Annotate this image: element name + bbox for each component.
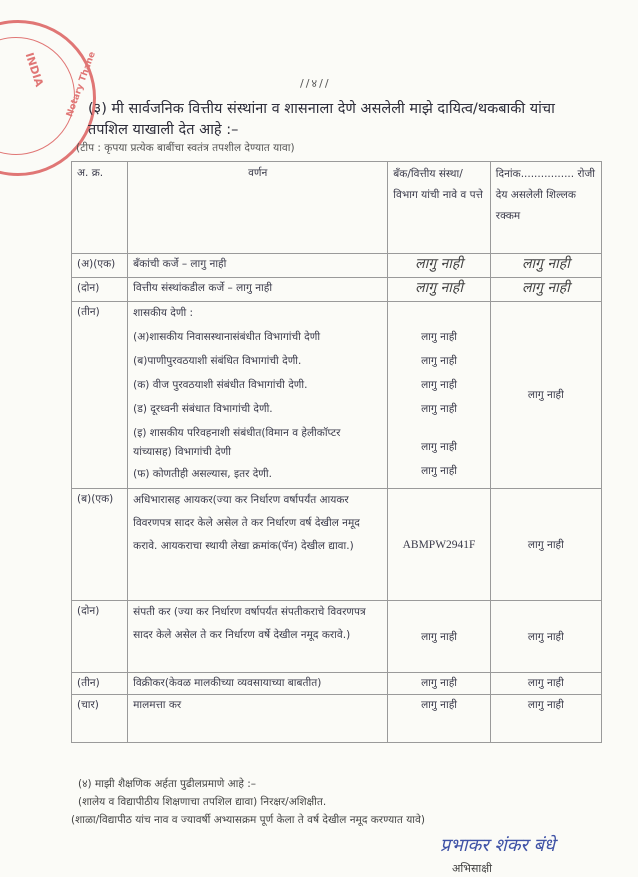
sales-tax-value: लागु नाही (388, 673, 491, 695)
signature-label: अभिसाक्षी (452, 862, 493, 875)
property-tax-description: मालमत्ता कर (128, 695, 388, 743)
row-sr: (ब)(एक) (72, 489, 128, 601)
property-tax-balance: लागु नाही (490, 695, 601, 743)
wealth-tax-description: संपती कर (ज्या कर निर्धारण वर्षापर्यंत संपतीकराचे विवरणपत्र सादर केले असेल ते कर निर्धारण वर्षे देखील नमूद करावे.) (128, 601, 388, 673)
sales-tax-description: विक्रीकर(केवळ मालकीच्या व्यवसायाच्या बाबतीत) (128, 673, 388, 695)
table-header-row (72, 162, 602, 254)
section-4-heading: (४) माझी शैक्षणिक अर्हता पुढीलप्रमाणे आहे :– (78, 778, 257, 790)
section-3-note: (टीप : कृपया प्रत्येक बाबींचा स्वतंत्र तपशील देण्यात यावा) (76, 142, 295, 154)
govt-item: (ब)पाणीपुरवठयाशी संबंधित विभागांची देणी. (133, 355, 302, 367)
table-row (72, 278, 602, 302)
header-description: वर्णन (128, 162, 388, 254)
row-sr: (अ)(एक) (72, 254, 128, 278)
row-sr: (तीन) (72, 673, 128, 695)
table-row-property-tax (72, 695, 602, 743)
liabilities-table (71, 161, 602, 743)
govt-item: (फ) कोणतीही असल्यास, इतर देणी. (133, 468, 272, 480)
row-balance-value: लागु नाही (490, 278, 601, 302)
govt-item-value: लागु नाही (421, 441, 457, 453)
govt-dues-values (388, 302, 491, 489)
section-4-line: (शालेय व विद्यापीठीय शिक्षणाचा तपशिल द्यावा) निरक्षर/अशिक्षीत. (78, 796, 327, 808)
govt-item: (क) वीज पुरवठयाशी संबंधीत विभागांची देणी. (133, 379, 308, 391)
section-4-line: (शाळा/विद्यापीठ यांच नाव व ज्यावर्षी अभ्यासक्रम पूर्ण केला ते वर्ष देखील नमूद करण्यात यावे) (71, 814, 425, 826)
row-balance-value: लागु नाही (490, 254, 601, 278)
table-row (72, 254, 602, 278)
govt-item-value: लागु नाही (421, 355, 457, 367)
govt-item: (इ) शासकीय परिवहनाशी संबंधीत(विमान व हेलीकॉप्टर यांच्यासह) विभागांची देणी (133, 427, 341, 458)
income-tax-description: अधिभारासह आयकर(ज्या कर निर्धारण वर्षापर्यंत आयकर विवरणपत्र सादर केले असेल ते कर निर्धारण वर्ष देखील नमूद करावे. आयकराचा स्थायी लेखा क्रमांक(पॅन) देखील द्यावा.) (128, 489, 388, 601)
row-bank-value: लागु नाही (388, 254, 491, 278)
stamp-text-top: INDIA (22, 51, 46, 89)
row-sr: (चार) (72, 695, 128, 743)
stamp-text-side: Notary Thane (65, 50, 98, 119)
govt-item-value: लागु नाही (421, 403, 457, 415)
table-row-sales-tax (72, 673, 602, 695)
govt-item: (अ)शासकीय निवासस्थानासंबंधीत विभागांची देणी (133, 331, 321, 343)
table-row-govt-dues (72, 302, 602, 489)
pan-number: ABMPW2941F (388, 489, 491, 601)
row-sr: (दोन) (72, 601, 128, 673)
header-bank-names: बँक/वित्तीय संस्था/विभाग यांची नावे व पत्ते (388, 162, 491, 254)
govt-item: (ड) दूरध्वनी संबंधात विभागांची देणी. (133, 403, 273, 415)
wealth-tax-balance: लागु नाही (490, 601, 601, 673)
signature: प्रभाकर शंकर बंधे (440, 835, 555, 856)
header-sr: अ. क्र. (72, 162, 128, 254)
row-description: वित्तीय संस्थांकडील कर्जे – लागु नाही (128, 278, 388, 302)
row-sr: (तीन) (72, 302, 128, 489)
property-tax-value: लागु नाही (388, 695, 491, 743)
row-bank-value: लागु नाही (388, 278, 491, 302)
govt-dues-description (128, 302, 388, 489)
sales-tax-balance: लागु नाही (490, 673, 601, 695)
govt-item-value: लागु नाही (421, 465, 457, 477)
govt-item-value: लागु नाही (421, 331, 457, 343)
table-row-wealth-tax (72, 601, 602, 673)
govt-item-value: लागु नाही (421, 379, 457, 391)
page-number: //४// (300, 77, 331, 90)
table-row-income-tax (72, 489, 602, 601)
income-tax-balance: लागु नाही (490, 489, 601, 601)
govt-dues-title: शासकीय देणी : (133, 307, 194, 319)
wealth-tax-value: लागु नाही (388, 601, 491, 673)
row-description: बँकांची कर्जे – लागु नाही (128, 254, 388, 278)
row-sr: (दोन) (72, 278, 128, 302)
section-3-heading: (३) मी सार्वजनिक वित्तीय संस्थांना व शासनाला देणे असलेली माझे दायित्व/थकबाकी यांचा तपशिल याखाली देत आहे :– (88, 101, 555, 138)
govt-dues-balance: लागु नाही (490, 302, 601, 489)
stamp-inner-ring (0, 37, 75, 155)
header-balance: दिनांक................ रोजी देय असलेली शिल्लक रक्कम (490, 162, 601, 254)
